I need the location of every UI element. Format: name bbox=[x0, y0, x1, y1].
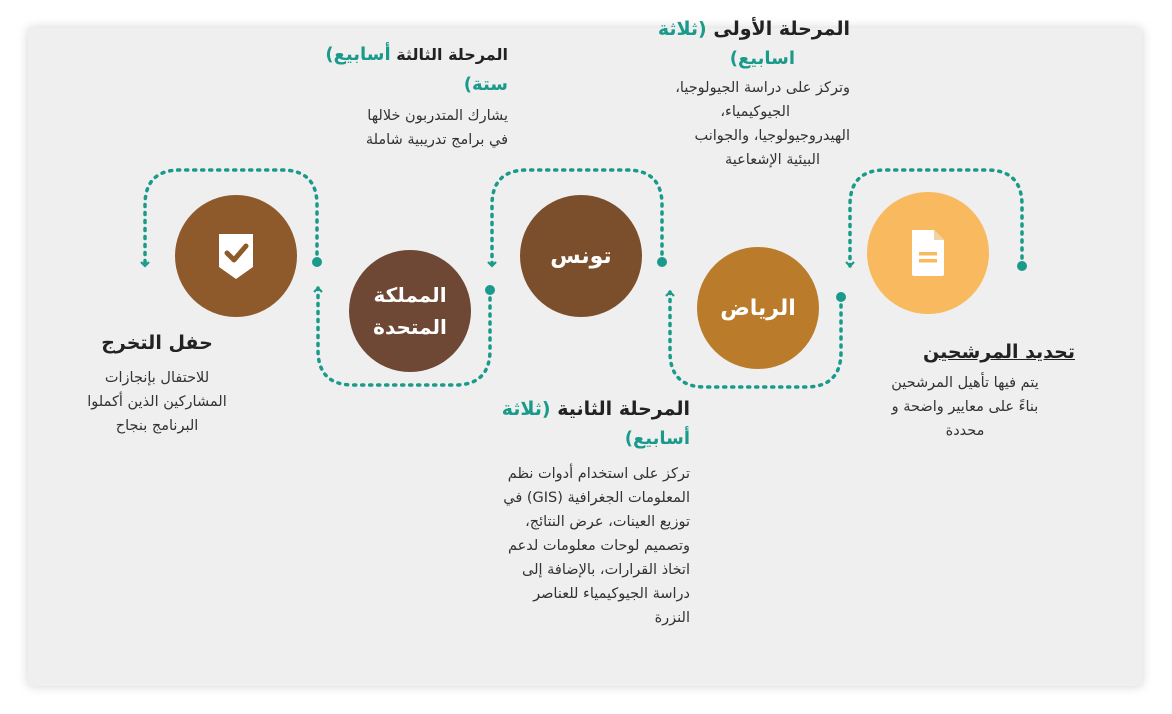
connector-dot-5 bbox=[312, 257, 322, 267]
phase2-line: النزرة bbox=[654, 610, 690, 626]
connector-dot-1 bbox=[1017, 261, 1027, 271]
phase2-line: اتخاذ القرارات، بالإضافة إلى bbox=[522, 562, 690, 578]
phase2-line: توزيع العينات، عرض النتائج، bbox=[525, 514, 690, 530]
phase3-line: يشارك المتدربون خلالها bbox=[367, 108, 508, 124]
phase1-title-line2: اسابيع) bbox=[729, 48, 795, 69]
phase2-title: المرحلة الثانية (ثلاثة bbox=[501, 398, 690, 420]
document-icon bbox=[908, 228, 948, 278]
phase1-title: المرحلة الأولى (ثلاثة bbox=[657, 18, 850, 40]
phase3-title: المرحلة الثالثة أسابيع) bbox=[325, 44, 508, 65]
phase2-block bbox=[430, 394, 690, 630]
phase1-line: البيئية الإشعاعية bbox=[725, 152, 820, 168]
phase3-line: في برامج تدريبية شاملة bbox=[365, 132, 508, 148]
graduation-line: المشاركين الذين أكملوا bbox=[87, 394, 227, 410]
phase2-line: وتصميم لوحات معلومات لدعم bbox=[507, 538, 690, 554]
step-circle-uk bbox=[349, 250, 471, 372]
phase3-title-line2: ستة) bbox=[463, 74, 508, 95]
step-label-riyadh: الرياض bbox=[720, 295, 796, 321]
graduation-line: البرنامج بنجاح bbox=[115, 418, 199, 434]
phase1-block bbox=[610, 14, 850, 172]
candidates-text bbox=[855, 371, 1075, 443]
connector-dot-3 bbox=[657, 257, 667, 267]
candidates-line: محددة bbox=[945, 423, 985, 439]
phase1-text bbox=[610, 76, 850, 172]
step-circle-riyadh bbox=[697, 247, 819, 369]
graduation-block bbox=[62, 328, 252, 438]
phase1-line: الجيوكيمياء، bbox=[720, 104, 790, 120]
check-badge-icon bbox=[216, 231, 256, 281]
phase2-line: تركز على استخدام أدوات نظم bbox=[507, 466, 690, 482]
connector-dot-2 bbox=[836, 292, 846, 302]
candidates-line: بناءً على معايير واضحة و bbox=[891, 399, 1039, 415]
step-label-tunis: تونس bbox=[550, 243, 612, 269]
phase1-line: وتركز على دراسة الجيولوجيا، bbox=[675, 80, 850, 96]
graduation-line: للاحتفال بإنجازات bbox=[104, 370, 210, 386]
step-label-uk: المملكة المتحدة bbox=[373, 283, 447, 339]
candidates-block bbox=[855, 337, 1075, 443]
phase3-text bbox=[288, 104, 508, 152]
candidates-title: تحديد المرشحين bbox=[923, 341, 1075, 363]
phase2-title-line2: أسابيع) bbox=[624, 428, 690, 449]
phase1-line: الهيدروجيولوجيا، والجوانب bbox=[694, 128, 850, 144]
step-circle-graduation bbox=[175, 195, 297, 317]
phase2-line: دراسة الجيوكيمياء للعناصر bbox=[533, 586, 690, 602]
graduation-title: حفل التخرج bbox=[101, 332, 213, 354]
phase3-block bbox=[288, 40, 508, 152]
phase2-text bbox=[430, 462, 690, 630]
graduation-text bbox=[62, 366, 252, 438]
candidates-line: يتم فيها تأهيل المرشحين bbox=[891, 375, 1039, 391]
step-circle-candidates bbox=[867, 192, 989, 314]
step-circle-tunis bbox=[520, 195, 642, 317]
phase2-line: المعلومات الجغرافية (GIS) في bbox=[503, 490, 690, 506]
connector-dot-4 bbox=[485, 285, 495, 295]
